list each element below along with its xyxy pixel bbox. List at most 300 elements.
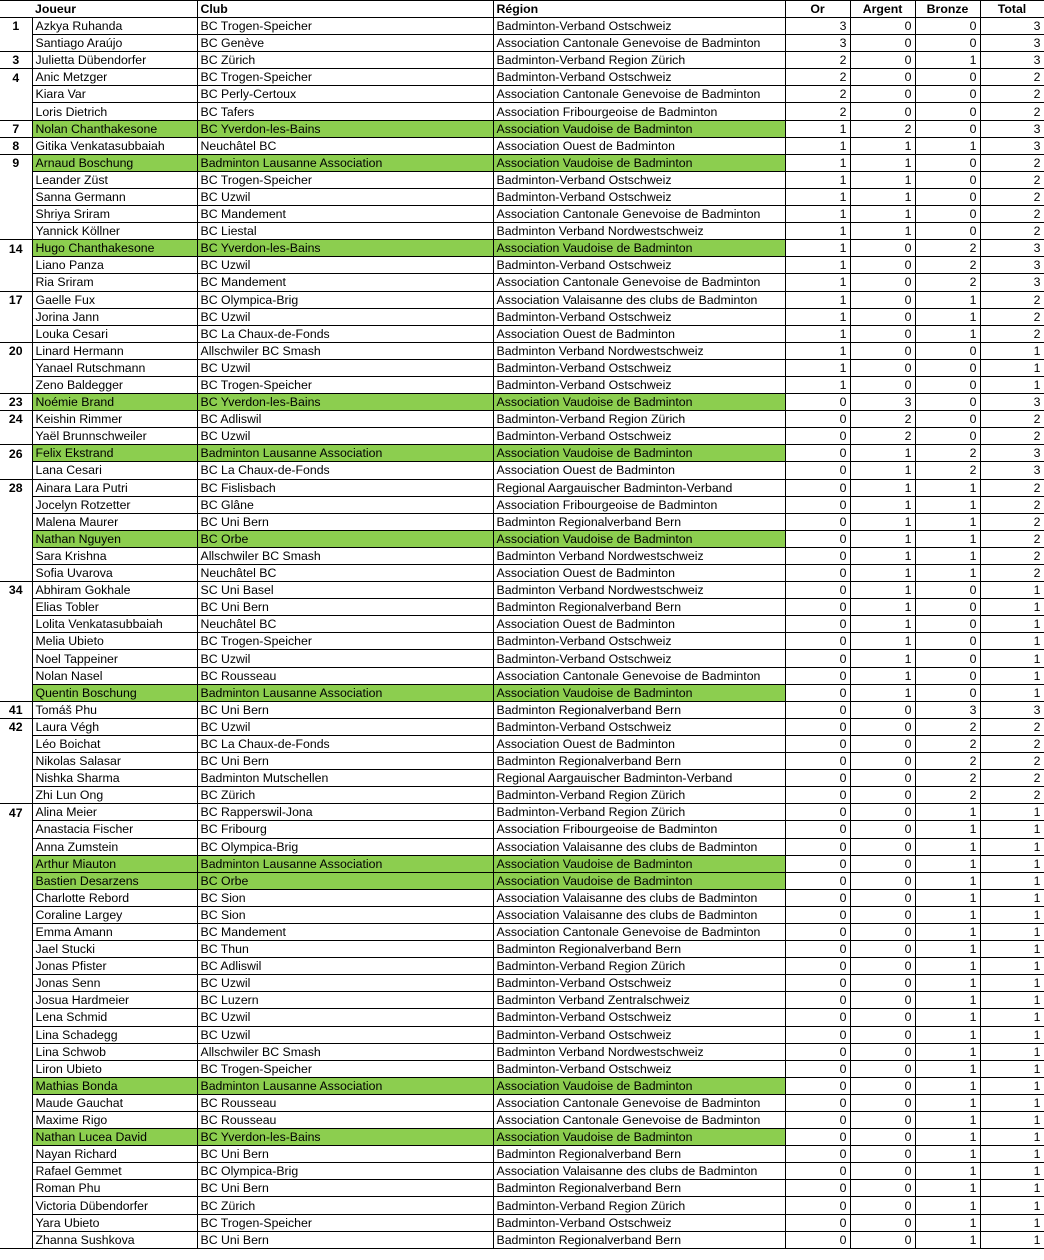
gold-cell: 2 bbox=[785, 86, 850, 103]
table-row bbox=[0, 1026, 1044, 1043]
table-row bbox=[0, 1129, 1044, 1146]
table-row bbox=[0, 479, 1044, 496]
player-cell: Quentin Boschung bbox=[32, 684, 197, 701]
silver-cell: 1 bbox=[850, 616, 915, 633]
rank-cell: 41 bbox=[0, 701, 32, 718]
rank-cell: 23 bbox=[0, 394, 32, 411]
bronze-cell: 0 bbox=[915, 154, 980, 171]
club-cell: BC Uni Bern bbox=[197, 1231, 493, 1248]
rank-cell bbox=[0, 1129, 32, 1146]
club-cell: BC Uni Bern bbox=[197, 701, 493, 718]
bronze-cell: 0 bbox=[915, 376, 980, 393]
total-cell: 2 bbox=[980, 547, 1044, 564]
player-cell: Lolita Venkatasubbaiah bbox=[32, 616, 197, 633]
rank-cell: 8 bbox=[0, 137, 32, 154]
total-cell: 2 bbox=[980, 770, 1044, 787]
gold-cell: 0 bbox=[785, 872, 850, 889]
player-cell: Jael Stucki bbox=[32, 941, 197, 958]
silver-cell: 0 bbox=[850, 872, 915, 889]
rank-cell: 47 bbox=[0, 804, 32, 821]
bronze-cell: 2 bbox=[915, 445, 980, 462]
gold-cell: 0 bbox=[785, 411, 850, 428]
silver-cell: 0 bbox=[850, 359, 915, 376]
silver-cell: 1 bbox=[850, 582, 915, 599]
player-cell: Yara Ubieto bbox=[32, 1214, 197, 1231]
total-cell: 1 bbox=[980, 359, 1044, 376]
bronze-cell: 0 bbox=[915, 103, 980, 120]
region-cell: Badminton-Verband Ostschweiz bbox=[493, 257, 785, 274]
player-cell: Zeno Baldegger bbox=[32, 376, 197, 393]
table-row bbox=[0, 462, 1044, 479]
total-cell: 3 bbox=[980, 120, 1044, 137]
silver-cell: 1 bbox=[850, 633, 915, 650]
region-cell: Association Ouest de Badminton bbox=[493, 735, 785, 752]
rank-cell bbox=[0, 308, 32, 325]
bronze-cell: 0 bbox=[915, 411, 980, 428]
rank-cell bbox=[0, 838, 32, 855]
gold-cell: 1 bbox=[785, 171, 850, 188]
player-cell: Alina Meier bbox=[32, 804, 197, 821]
table-row bbox=[0, 941, 1044, 958]
club-cell: BC Uzwil bbox=[197, 1009, 493, 1026]
gold-cell: 0 bbox=[785, 889, 850, 906]
gold-cell: 0 bbox=[785, 804, 850, 821]
total-cell: 1 bbox=[980, 667, 1044, 684]
silver-cell: 1 bbox=[850, 154, 915, 171]
rank-cell: 28 bbox=[0, 479, 32, 496]
region-cell: Association Cantonale Genevoise de Badminton bbox=[493, 1094, 785, 1111]
player-cell: Nikolas Salasar bbox=[32, 753, 197, 770]
total-cell: 2 bbox=[980, 86, 1044, 103]
gold-cell: 1 bbox=[785, 291, 850, 308]
region-cell: Association Ouest de Badminton bbox=[493, 462, 785, 479]
table-row bbox=[0, 188, 1044, 205]
total-cell: 2 bbox=[980, 479, 1044, 496]
rank-cell: 34 bbox=[0, 582, 32, 599]
gold-cell: 2 bbox=[785, 103, 850, 120]
bronze-cell: 1 bbox=[915, 804, 980, 821]
silver-cell: 0 bbox=[850, 257, 915, 274]
total-cell: 1 bbox=[980, 1077, 1044, 1094]
total-cell: 2 bbox=[980, 291, 1044, 308]
player-cell: Sanna Germann bbox=[32, 188, 197, 205]
silver-cell: 0 bbox=[850, 753, 915, 770]
table-row bbox=[0, 889, 1044, 906]
bronze-cell: 1 bbox=[915, 958, 980, 975]
bronze-cell: 3 bbox=[915, 701, 980, 718]
player-cell: Arthur Miauton bbox=[32, 855, 197, 872]
gold-cell: 0 bbox=[785, 735, 850, 752]
rank-cell bbox=[0, 188, 32, 205]
region-cell: Badminton-Verband Region Zürich bbox=[493, 52, 785, 69]
silver-cell: 0 bbox=[850, 821, 915, 838]
bronze-cell: 0 bbox=[915, 650, 980, 667]
silver-cell: 0 bbox=[850, 325, 915, 342]
total-cell: 2 bbox=[980, 325, 1044, 342]
rank-cell bbox=[0, 1094, 32, 1111]
gold-cell: 0 bbox=[785, 462, 850, 479]
table-row bbox=[0, 308, 1044, 325]
player-cell: Rafael Gemmet bbox=[32, 1163, 197, 1180]
club-cell: BC Zürich bbox=[197, 1197, 493, 1214]
table-row bbox=[0, 770, 1044, 787]
player-cell: Ainara Lara Putri bbox=[32, 479, 197, 496]
total-cell: 1 bbox=[980, 1163, 1044, 1180]
rank-cell bbox=[0, 787, 32, 804]
total-cell: 1 bbox=[980, 342, 1044, 359]
silver-cell: 1 bbox=[850, 565, 915, 582]
player-cell: Maude Gauchat bbox=[32, 1094, 197, 1111]
gold-cell: 0 bbox=[785, 667, 850, 684]
bronze-cell: 1 bbox=[915, 1094, 980, 1111]
silver-cell: 1 bbox=[850, 479, 915, 496]
bronze-cell: 1 bbox=[915, 1180, 980, 1197]
table-row bbox=[0, 872, 1044, 889]
gold-cell: 0 bbox=[785, 496, 850, 513]
player-cell: Jonas Senn bbox=[32, 975, 197, 992]
total-cell: 1 bbox=[980, 1043, 1044, 1060]
gold-cell: 0 bbox=[785, 701, 850, 718]
player-cell: Noel Tappeiner bbox=[32, 650, 197, 667]
club-cell: BC Uni Bern bbox=[197, 1146, 493, 1163]
rank-cell bbox=[0, 428, 32, 445]
region-cell: Regional Aargauischer Badminton-Verband bbox=[493, 479, 785, 496]
club-cell: Allschwiler BC Smash bbox=[197, 547, 493, 564]
club-cell: BC Uzwil bbox=[197, 308, 493, 325]
club-cell: BC Genève bbox=[197, 35, 493, 52]
player-cell: Yannick Köllner bbox=[32, 223, 197, 240]
total-cell: 1 bbox=[980, 582, 1044, 599]
table-row bbox=[0, 821, 1044, 838]
club-cell: BC Yverdon-les-Bains bbox=[197, 1129, 493, 1146]
rank-cell bbox=[0, 171, 32, 188]
silver-cell: 0 bbox=[850, 342, 915, 359]
bronze-cell: 1 bbox=[915, 530, 980, 547]
table-row bbox=[0, 291, 1044, 308]
table-row bbox=[0, 855, 1044, 872]
bronze-cell: 1 bbox=[915, 1026, 980, 1043]
total-cell: 2 bbox=[980, 513, 1044, 530]
region-cell: Association Cantonale Genevoise de Badminton bbox=[493, 86, 785, 103]
club-cell: Neuchâtel BC bbox=[197, 616, 493, 633]
player-cell: Anastacia Fischer bbox=[32, 821, 197, 838]
table-row bbox=[0, 206, 1044, 223]
region-cell: Badminton Verband Nordwestschweiz bbox=[493, 342, 785, 359]
club-cell: BC Uzwil bbox=[197, 975, 493, 992]
table-row bbox=[0, 958, 1044, 975]
gold-cell: 1 bbox=[785, 120, 850, 137]
gold-cell: 0 bbox=[785, 394, 850, 411]
silver-cell: 0 bbox=[850, 855, 915, 872]
player-cell: Gaelle Fux bbox=[32, 291, 197, 308]
club-cell: BC Trogen-Speicher bbox=[197, 18, 493, 35]
bronze-cell: 2 bbox=[915, 735, 980, 752]
bronze-cell: 1 bbox=[915, 1163, 980, 1180]
total-cell: 2 bbox=[980, 428, 1044, 445]
bronze-cell: 2 bbox=[915, 787, 980, 804]
region-cell: Badminton-Verband Ostschweiz bbox=[493, 428, 785, 445]
bronze-cell: 0 bbox=[915, 633, 980, 650]
total-cell: 2 bbox=[980, 206, 1044, 223]
gold-cell: 0 bbox=[785, 718, 850, 735]
club-cell: BC Yverdon-les-Bains bbox=[197, 120, 493, 137]
gold-cell: 1 bbox=[785, 240, 850, 257]
club-cell: Allschwiler BC Smash bbox=[197, 342, 493, 359]
silver-cell: 0 bbox=[850, 975, 915, 992]
player-cell: Lina Schwob bbox=[32, 1043, 197, 1060]
region-cell: Association Ouest de Badminton bbox=[493, 616, 785, 633]
gold-cell: 0 bbox=[785, 684, 850, 701]
region-cell: Association Ouest de Badminton bbox=[493, 137, 785, 154]
silver-cell: 0 bbox=[850, 1231, 915, 1248]
club-cell: Neuchâtel BC bbox=[197, 565, 493, 582]
table-row bbox=[0, 1060, 1044, 1077]
gold-cell: 0 bbox=[785, 1112, 850, 1129]
region-cell: Association Vaudoise de Badminton bbox=[493, 530, 785, 547]
region-cell: Association Fribourgeoise de Badminton bbox=[493, 821, 785, 838]
gold-cell: 0 bbox=[785, 1180, 850, 1197]
bronze-cell: 1 bbox=[915, 1214, 980, 1231]
silver-cell: 0 bbox=[850, 1214, 915, 1231]
gold-cell: 1 bbox=[785, 188, 850, 205]
club-cell: Badminton Lausanne Association bbox=[197, 154, 493, 171]
header-gold: Or bbox=[785, 1, 850, 18]
total-cell: 2 bbox=[980, 718, 1044, 735]
bronze-cell: 0 bbox=[915, 394, 980, 411]
table-row bbox=[0, 69, 1044, 86]
club-cell: BC Zürich bbox=[197, 52, 493, 69]
header-bronze: Bronze bbox=[915, 1, 980, 18]
table-row bbox=[0, 1163, 1044, 1180]
club-cell: BC Olympica-Brig bbox=[197, 838, 493, 855]
player-cell: Elias Tobler bbox=[32, 599, 197, 616]
total-cell: 2 bbox=[980, 223, 1044, 240]
rank-cell bbox=[0, 735, 32, 752]
table-row bbox=[0, 223, 1044, 240]
player-cell: Maxime Rigo bbox=[32, 1112, 197, 1129]
silver-cell: 2 bbox=[850, 120, 915, 137]
player-cell: Josua Hardmeier bbox=[32, 992, 197, 1009]
rank-cell bbox=[0, 86, 32, 103]
total-cell: 1 bbox=[980, 906, 1044, 923]
table-row bbox=[0, 923, 1044, 940]
region-cell: Badminton Verband Nordwestschweiz bbox=[493, 223, 785, 240]
club-cell: BC Mandement bbox=[197, 206, 493, 223]
bronze-cell: 1 bbox=[915, 923, 980, 940]
bronze-cell: 0 bbox=[915, 599, 980, 616]
bronze-cell: 1 bbox=[915, 1231, 980, 1248]
bronze-cell: 0 bbox=[915, 582, 980, 599]
club-cell: BC Mandement bbox=[197, 274, 493, 291]
table-row bbox=[0, 530, 1044, 547]
bronze-cell: 0 bbox=[915, 35, 980, 52]
gold-cell: 0 bbox=[785, 855, 850, 872]
silver-cell: 0 bbox=[850, 770, 915, 787]
bronze-cell: 1 bbox=[915, 941, 980, 958]
club-cell: Badminton Mutschellen bbox=[197, 770, 493, 787]
total-cell: 1 bbox=[980, 650, 1044, 667]
total-cell: 2 bbox=[980, 411, 1044, 428]
player-cell: Sara Krishna bbox=[32, 547, 197, 564]
player-cell: Roman Phu bbox=[32, 1180, 197, 1197]
player-cell: Loris Dietrich bbox=[32, 103, 197, 120]
region-cell: Badminton Regionalverband Bern bbox=[493, 941, 785, 958]
gold-cell: 0 bbox=[785, 1197, 850, 1214]
rank-cell: 9 bbox=[0, 154, 32, 171]
region-cell: Association Vaudoise de Badminton bbox=[493, 684, 785, 701]
silver-cell: 0 bbox=[850, 701, 915, 718]
club-cell: BC Uni Bern bbox=[197, 1180, 493, 1197]
club-cell: BC Uzwil bbox=[197, 718, 493, 735]
rank-cell bbox=[0, 1214, 32, 1231]
table-row bbox=[0, 1214, 1044, 1231]
silver-cell: 0 bbox=[850, 103, 915, 120]
region-cell: Badminton-Verband Ostschweiz bbox=[493, 171, 785, 188]
bronze-cell: 2 bbox=[915, 274, 980, 291]
bronze-cell: 1 bbox=[915, 1077, 980, 1094]
silver-cell: 1 bbox=[850, 547, 915, 564]
club-cell: Badminton Lausanne Association bbox=[197, 684, 493, 701]
gold-cell: 1 bbox=[785, 206, 850, 223]
gold-cell: 1 bbox=[785, 154, 850, 171]
table-row bbox=[0, 804, 1044, 821]
total-cell: 2 bbox=[980, 735, 1044, 752]
bronze-cell: 2 bbox=[915, 240, 980, 257]
total-cell: 3 bbox=[980, 274, 1044, 291]
region-cell: Association Vaudoise de Badminton bbox=[493, 394, 785, 411]
total-cell: 1 bbox=[980, 855, 1044, 872]
region-cell: Badminton-Verband Region Zürich bbox=[493, 958, 785, 975]
total-cell: 3 bbox=[980, 137, 1044, 154]
table-row bbox=[0, 1077, 1044, 1094]
club-cell: BC Tafers bbox=[197, 103, 493, 120]
gold-cell: 0 bbox=[785, 513, 850, 530]
region-cell: Badminton-Verband Ostschweiz bbox=[493, 18, 785, 35]
region-cell: Badminton-Verband Ostschweiz bbox=[493, 308, 785, 325]
bronze-cell: 1 bbox=[915, 565, 980, 582]
silver-cell: 1 bbox=[850, 223, 915, 240]
player-cell: Ria Sriram bbox=[32, 274, 197, 291]
player-cell: Jocelyn Rotzetter bbox=[32, 496, 197, 513]
table-row bbox=[0, 376, 1044, 393]
table-row bbox=[0, 359, 1044, 376]
region-cell: Association Vaudoise de Badminton bbox=[493, 855, 785, 872]
total-cell: 1 bbox=[980, 633, 1044, 650]
total-cell: 1 bbox=[980, 872, 1044, 889]
table-row bbox=[0, 428, 1044, 445]
gold-cell: 3 bbox=[785, 35, 850, 52]
region-cell: Association Cantonale Genevoise de Badminton bbox=[493, 923, 785, 940]
region-cell: Association Valaisanne des clubs de Badminton bbox=[493, 889, 785, 906]
gold-cell: 0 bbox=[785, 1077, 850, 1094]
player-cell: Zhanna Sushkova bbox=[32, 1231, 197, 1248]
bronze-cell: 1 bbox=[915, 1146, 980, 1163]
player-cell: Noémie Brand bbox=[32, 394, 197, 411]
region-cell: Badminton Regionalverband Bern bbox=[493, 599, 785, 616]
region-cell: Association Valaisanne des clubs de Badminton bbox=[493, 1163, 785, 1180]
bronze-cell: 1 bbox=[915, 547, 980, 564]
region-cell: Association Vaudoise de Badminton bbox=[493, 445, 785, 462]
rank-cell bbox=[0, 975, 32, 992]
rank-cell bbox=[0, 1197, 32, 1214]
rank-cell bbox=[0, 103, 32, 120]
club-cell: BC Trogen-Speicher bbox=[197, 1214, 493, 1231]
silver-cell: 1 bbox=[850, 667, 915, 684]
rank-cell bbox=[0, 650, 32, 667]
total-cell: 1 bbox=[980, 684, 1044, 701]
rank-cell bbox=[0, 325, 32, 342]
header-total: Total bbox=[980, 1, 1044, 18]
table-row bbox=[0, 137, 1044, 154]
total-cell: 3 bbox=[980, 462, 1044, 479]
silver-cell: 3 bbox=[850, 394, 915, 411]
player-cell: Anna Zumstein bbox=[32, 838, 197, 855]
silver-cell: 1 bbox=[850, 462, 915, 479]
silver-cell: 0 bbox=[850, 1112, 915, 1129]
club-cell: BC Orbe bbox=[197, 872, 493, 889]
region-cell: Badminton-Verband Ostschweiz bbox=[493, 376, 785, 393]
region-cell: Association Vaudoise de Badminton bbox=[493, 1077, 785, 1094]
player-cell: Mathias Bonda bbox=[32, 1077, 197, 1094]
rank-cell bbox=[0, 513, 32, 530]
total-cell: 2 bbox=[980, 787, 1044, 804]
club-cell: BC Rousseau bbox=[197, 1094, 493, 1111]
total-cell: 3 bbox=[980, 257, 1044, 274]
rank-cell bbox=[0, 855, 32, 872]
player-cell: Jorina Jann bbox=[32, 308, 197, 325]
rank-cell bbox=[0, 1043, 32, 1060]
club-cell: BC Uzwil bbox=[197, 650, 493, 667]
rank-cell bbox=[0, 565, 32, 582]
region-cell: Association Vaudoise de Badminton bbox=[493, 120, 785, 137]
gold-cell: 0 bbox=[785, 992, 850, 1009]
club-cell: BC Trogen-Speicher bbox=[197, 69, 493, 86]
player-cell: Tomáš Phu bbox=[32, 701, 197, 718]
rank-cell bbox=[0, 376, 32, 393]
region-cell: Badminton Regionalverband Bern bbox=[493, 1146, 785, 1163]
table-row bbox=[0, 667, 1044, 684]
header-silver: Argent bbox=[850, 1, 915, 18]
table-row bbox=[0, 565, 1044, 582]
bronze-cell: 1 bbox=[915, 1009, 980, 1026]
rank-cell bbox=[0, 1163, 32, 1180]
rank-cell bbox=[0, 496, 32, 513]
total-cell: 3 bbox=[980, 701, 1044, 718]
total-cell: 1 bbox=[980, 804, 1044, 821]
region-cell: Association Vaudoise de Badminton bbox=[493, 240, 785, 257]
club-cell: BC Rousseau bbox=[197, 1112, 493, 1129]
region-cell: Badminton Regionalverband Bern bbox=[493, 701, 785, 718]
player-cell: Yaël Brunnschweiler bbox=[32, 428, 197, 445]
total-cell: 3 bbox=[980, 35, 1044, 52]
rank-cell: 7 bbox=[0, 120, 32, 137]
table-row bbox=[0, 633, 1044, 650]
region-cell: Association Cantonale Genevoise de Badminton bbox=[493, 274, 785, 291]
total-cell: 3 bbox=[980, 240, 1044, 257]
rank-cell bbox=[0, 941, 32, 958]
club-cell: BC La Chaux-de-Fonds bbox=[197, 735, 493, 752]
silver-cell: 0 bbox=[850, 958, 915, 975]
bronze-cell: 0 bbox=[915, 428, 980, 445]
total-cell: 1 bbox=[980, 1026, 1044, 1043]
bronze-cell: 1 bbox=[915, 513, 980, 530]
rank-cell bbox=[0, 770, 32, 787]
player-cell: Santiago Araújo bbox=[32, 35, 197, 52]
table-row bbox=[0, 599, 1044, 616]
gold-cell: 0 bbox=[785, 445, 850, 462]
club-cell: Badminton Lausanne Association bbox=[197, 445, 493, 462]
table-row bbox=[0, 513, 1044, 530]
